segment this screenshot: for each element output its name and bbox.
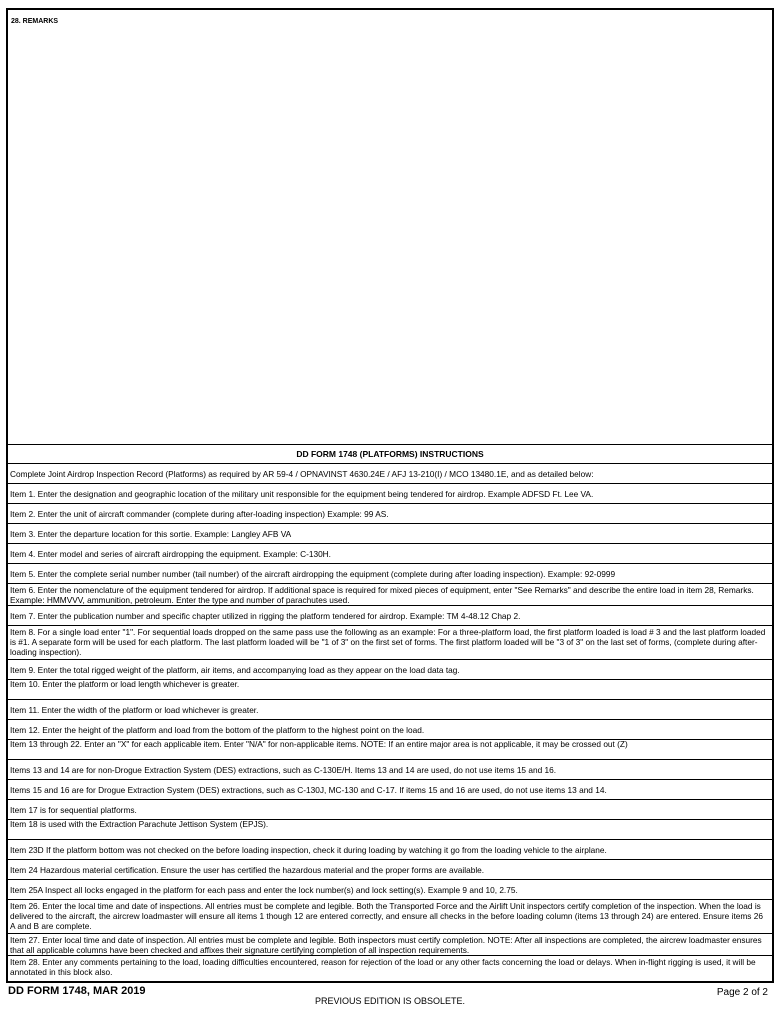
instructions-list <box>8 464 772 978</box>
instruction-row: Items 13 and 14 are for non-Drogue Extraction System (DES) extractions, such as C-130E/H. Items 13 and 14 are used, do not use items 15 and 16. <box>8 760 772 780</box>
remarks-block[interactable] <box>8 10 772 444</box>
instruction-row: Item 25A Inspect all locks engaged in the platform for each pass and enter the lock number(s) and lock setting(s). Example 9 and 10, 2.75. <box>8 880 772 900</box>
instruction-row: Item 17 is for sequential platforms. <box>8 800 772 820</box>
instruction-row: Item 9. Enter the total rigged weight of the platform, air items, and accompanying load as they appear on the load data tag. <box>8 660 772 680</box>
remarks-label: 28. REMARKS <box>11 18 59 25</box>
page-number: Page 2 of 2 <box>716 987 768 998</box>
instruction-row: Item 1. Enter the designation and geographic location of the military unit responsible for the equipment being tendered for airdrop. Example ADFSD Ft. Lee VA. <box>8 484 772 504</box>
instruction-row: Item 13 through 22. Enter an "X" for each applicable item. Enter "N/A" for non-applicable items. NOTE: If an entire major area is not applicable, it may be crossed out (Z) <box>8 740 772 760</box>
form-page <box>6 8 774 983</box>
instruction-row: Item 7. Enter the publication number and specific chapter utilized in rigging the platform tendered for airdrop. Example: TM 4-48.12 Chap 2. <box>8 606 772 626</box>
instruction-row: Complete Joint Airdrop Inspection Record (Platforms) as required by AR 59-4 / OPNAVINST 4630.24E / AFJ 13-210(I) / MCO 13480.1E, and as detailed below: <box>8 464 772 484</box>
instruction-row: Item 26. Enter the local time and date of inspections. All entries must be complete and legible. Both the Transported Force and the Airlift Unit inspectors certify completion of the inspection. When the load is delivered to the aircraft, the aircrew loadmaster will ensure all items 1 though 12 are entered correctly, and ensure all checks in the before loading column (items 13 through 24) are entered. Ensure items 26 A and B are complete. <box>8 900 772 934</box>
instruction-row: Item 18 is used with the Extraction Parachute Jettison System (EPJS). <box>8 820 772 840</box>
instruction-row: Item 10. Enter the platform or load length whichever is greater. <box>8 680 772 700</box>
instruction-row: Item 3. Enter the departure location for this sortie. Example: Langley AFB VA <box>8 524 772 544</box>
instruction-row: Item 4. Enter model and series of aircraft airdropping the equipment. Example: C-130H. <box>8 544 772 564</box>
instruction-row: Item 2. Enter the unit of aircraft commander (complete during after-loading inspection) Example: 99 AS. <box>8 504 772 524</box>
instruction-row: Items 15 and 16 are for Drogue Extraction System (DES) extractions, such as C-130J, MC-130 and C-17. If items 15 and 16 are used, do not use items 13 and 14. <box>8 780 772 800</box>
instruction-row: Item 27. Enter local time and date of inspection. All entries must be complete and legible. Both inspectors must certify completion. NOTE: After all inspections are completed, the aircrew loadmaster ensures that all applicable columns have been checked and affixes their signature certifying completion of all inspection requirements. <box>8 934 772 956</box>
instruction-row: Item 11. Enter the width of the platform or load whichever is greater. <box>8 700 772 720</box>
instruction-row: Item 8. For a single load enter "1". For sequential loads dropped on the same pass use the following as an example: For a three-platform load, the first platform loaded is load # 3 and the last platform loaded is #1. A separate form will be used for each platform. The last platform loaded will be "1 of 3" on the first set of forms. The first platform loaded will be "3 of 3" on the last set of forms, (complete during after-loading inspection). <box>8 626 772 660</box>
instructions-title: DD FORM 1748 (PLATFORMS) INSTRUCTIONS <box>8 444 772 464</box>
edition-note: PREVIOUS EDITION IS OBSOLETE. <box>314 996 466 1006</box>
instruction-row: Item 28. Enter any comments pertaining to the load, loading difficulties encountered, reason for rejection of the load or any other facts concerning the load or delays. When in-flight rigging is used, it will be annotated in this block also. <box>10 957 756 977</box>
form-id: DD FORM 1748, MAR 2019 <box>8 985 146 997</box>
instruction-row: Item 24 Hazardous material certification. Ensure the user has certified the hazardous material and the proper forms are available. <box>8 860 772 880</box>
instruction-row: Item 6. Enter the nomenclature of the equipment tendered for airdrop. If additional space is required for mixed pieces of equipment, enter "See Remarks" and describe the entire load in item 28, Remarks. Example: HMMVVV, ammunition, petroleum. Enter the type and number of parachutes used. <box>8 584 772 606</box>
instruction-row: Item 5. Enter the complete serial number number (tail number) of the aircraft airdropping the equipment (complete during after loading inspection). Example: 92-0999 <box>8 564 772 584</box>
instruction-row: Item 12. Enter the height of the platform and load from the bottom of the platform to the highest point on the load. <box>8 720 772 740</box>
instruction-row: Item 23D If the platform bottom was not checked on the before loading inspection, check it during loading by watching it go from the loading vehicle to the airplane. <box>8 840 772 860</box>
